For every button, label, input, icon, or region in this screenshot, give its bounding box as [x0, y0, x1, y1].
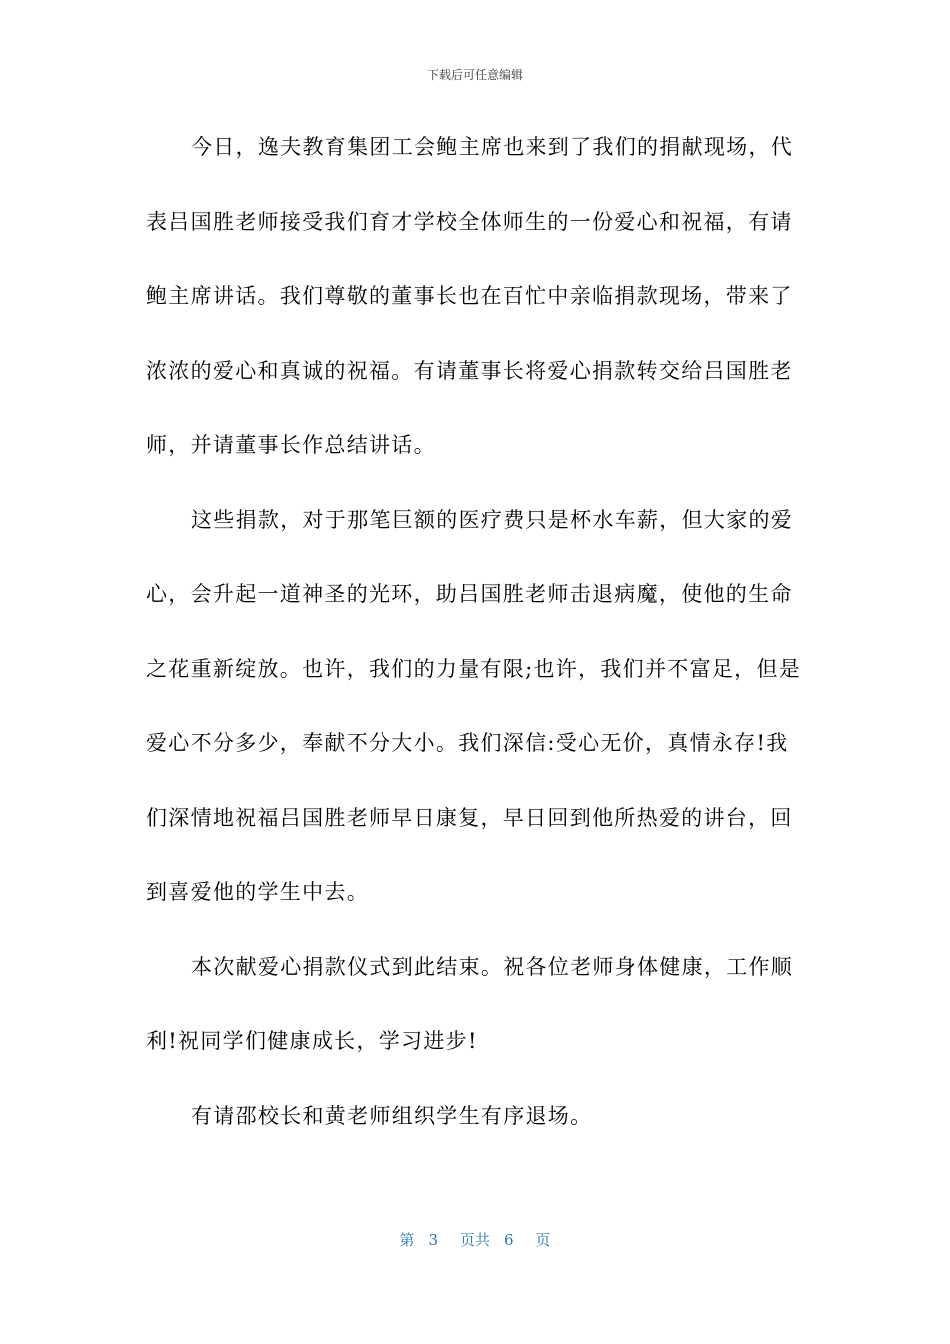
body-line: 鲍主席讲话。我们尊敬的董事长也在百忙中亲临捐款现场，带来了: [146, 284, 793, 308]
footer-prefix: 第: [399, 1231, 415, 1249]
body-line: 这些捐款，对于那笔巨额的医疗费只是杯水车薪，但大家的爱: [191, 507, 794, 532]
body-line: 有请邵校长和黄老师组织学生有序退场。: [191, 1103, 593, 1128]
footer-middle: 页共: [459, 1231, 490, 1249]
body-line: 师，并请董事长作总结讲话。: [146, 433, 436, 457]
body-line: 浓浓的爱心和真诚的祝福。有请董事长将爱心捐款转交给吕国胜老: [146, 358, 793, 383]
body-line: 们深情地祝福吕国胜老师早日康复，早日回到他所热爱的讲台，回: [146, 805, 793, 830]
page-number-footer: [0, 1229, 950, 1250]
body-line: 本次献爱心捐款仪式到此结束。祝各位老师身体健康，工作顺: [191, 954, 794, 979]
total-pages-number: 6: [504, 1231, 514, 1249]
header-note: 下载后可任意编辑: [426, 68, 523, 82]
footer-suffix: 页: [535, 1231, 551, 1249]
body-line: 爱心不分多少，奉献不分大小。我们深信:受心无价，真情永存!我: [146, 731, 789, 755]
body-line: 之花重新绽放。也许，我们的力量有限;也许，我们并不富足，但是: [146, 656, 802, 681]
current-page-number: 3: [428, 1231, 438, 1249]
body-line: 心，会升起一道神圣的光环，助吕国胜老师击退病魔，使他的生命: [146, 582, 793, 606]
body-line: 表吕国胜老师接受我们育才学校全体师生的一份爱心和祝福，有请: [146, 209, 793, 234]
body-line: 今日，逸夫教育集团工会鲍主席也来到了我们的捐献现场，代: [191, 135, 794, 159]
document-body: [146, 120, 804, 1163]
body-line: 到喜爱他的学生中去。: [146, 880, 369, 904]
body-line: 利!祝同学们健康成长，学习进步!: [146, 1029, 478, 1053]
